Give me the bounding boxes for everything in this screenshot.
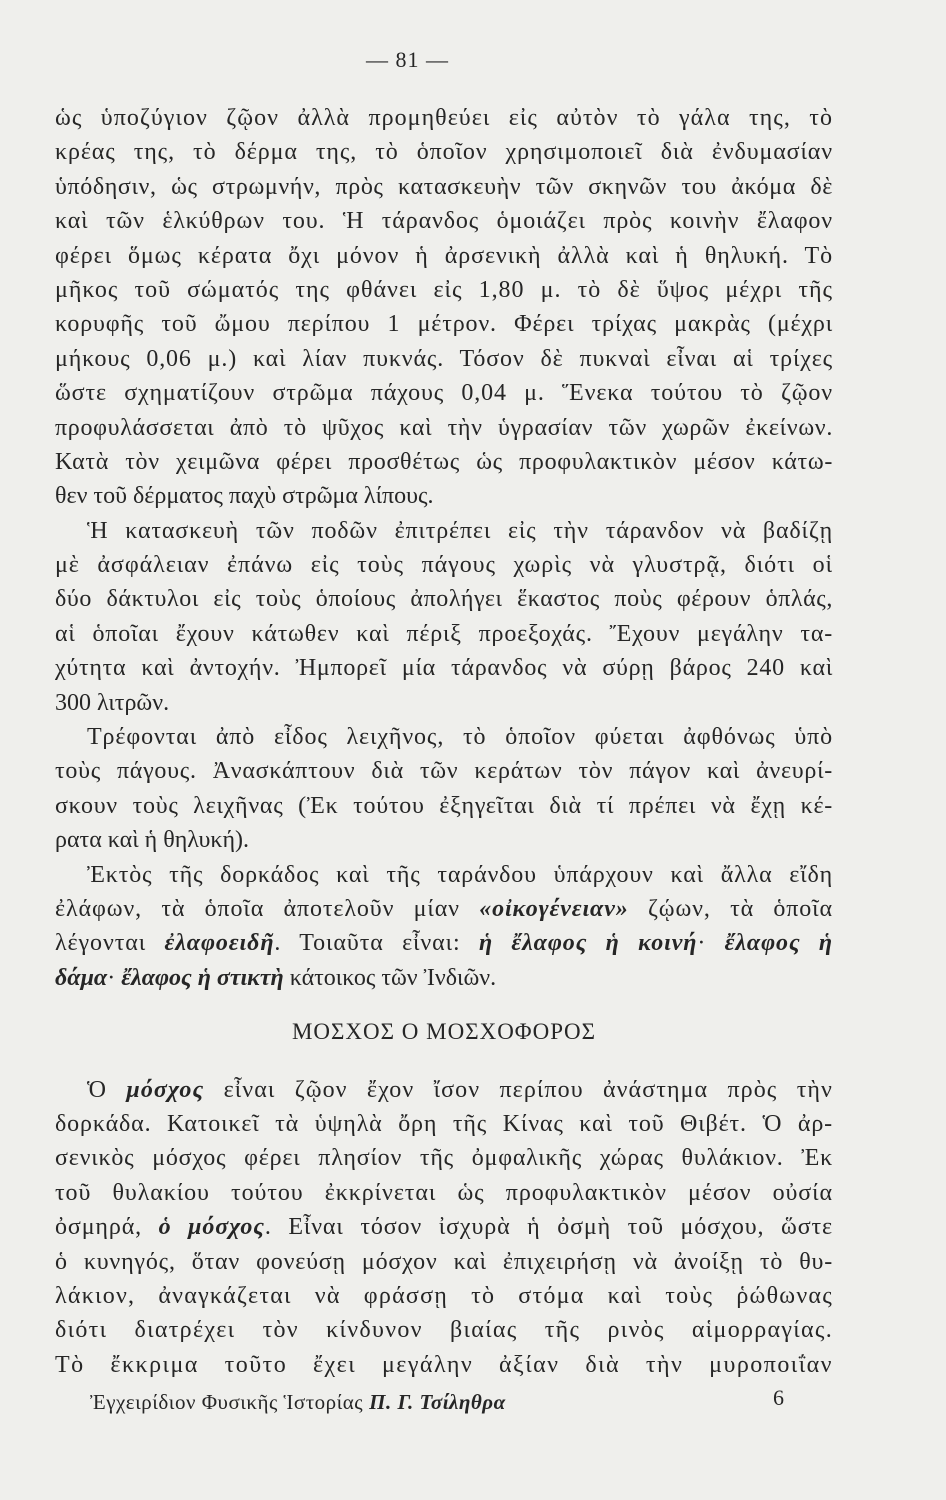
text-run: προφυλάσσεται ἀπὸ τὸ ψῦχος καὶ τὴν ὑγρασίαν τῶν χωρῶν ἐκείνων.	[55, 414, 833, 441]
text-line	[55, 514, 833, 548]
text-line	[55, 307, 833, 341]
text-run: θεν τοῦ δέρματος παχὺ στρῶμα λίπους.	[55, 483, 434, 510]
text-line	[55, 101, 833, 135]
text-line	[55, 1141, 833, 1175]
emphasized-term: ὁ μόσχος	[158, 1214, 265, 1241]
footer	[90, 1385, 810, 1415]
paragraph	[55, 514, 833, 720]
paragraph	[55, 1073, 833, 1383]
text-line	[55, 926, 833, 960]
main-text	[55, 101, 833, 995]
signature-mark: 6	[773, 1385, 784, 1410]
text-run: κρέας της, τὸ δέρμα της, τὸ ὁποῖον χρησιμοποιεῖ διὰ ἐνδυμασίαν	[55, 139, 833, 166]
text-line	[55, 617, 833, 651]
text-run: κορυφῆς τοῦ ὤμου περίπου 1 μέτρον. Φέρει τρίχας μακρὰς (μέχρι	[55, 311, 833, 338]
text-run: τοῦ θυλακίου τούτου ἐκκρίνεται ὡς προφυλακτικὸν μέσον οὐσία	[55, 1179, 833, 1206]
text-line	[55, 342, 833, 376]
text-line	[55, 445, 833, 479]
text-line	[55, 651, 833, 685]
text-run: Τρέφονται ἀπὸ εἶδος λειχῆνος, τὸ ὁποῖον φύεται ἀφθόνως ὑπὸ	[87, 724, 833, 751]
text-line	[55, 720, 833, 754]
text-run: δορκάδα. Κατοικεῖ τὰ ὑψηλὰ ὄρη τῆς Κίνας καὶ τοῦ Θιβέτ. Ὁ ἀρ-	[55, 1110, 833, 1137]
text-run: Κατὰ τὸν χειμῶνα φέρει προσθέτως ὡς προφυλακτικὸν μέσον κάτω-	[55, 448, 833, 475]
text-line	[55, 1210, 833, 1244]
text-line	[55, 1279, 833, 1313]
text-run: Ἡ κατασκευὴ τῶν ποδῶν ἐπιτρέπει εἰς τὴν τάρανδον νὰ βαδίζῃ	[87, 517, 833, 544]
text-line	[55, 1245, 833, 1279]
text-run: ζῴων, τὰ ὁποῖα	[628, 895, 833, 922]
text-line	[55, 892, 833, 926]
text-run: ·	[107, 964, 122, 991]
text-line	[55, 479, 833, 513]
text-line	[55, 273, 833, 307]
text-run: 300 λιτρῶν.	[55, 689, 170, 716]
paragraph	[55, 720, 833, 858]
emphasized-term: δάμα	[55, 964, 108, 991]
text-run: εἶναι ζῷον ἔχον ἴσον περίπου ἀνάστημα πρὸς τὴν	[204, 1076, 833, 1103]
text-line	[55, 548, 833, 582]
text-run: ὀσμηρά,	[55, 1214, 159, 1241]
text-run: Ὁ	[87, 1076, 127, 1103]
text-line	[55, 858, 833, 892]
text-line	[55, 135, 833, 169]
emphasized-term: ἔλαφος ἡ	[724, 930, 833, 957]
paragraph	[55, 101, 833, 514]
paragraph	[55, 858, 833, 996]
emphasized-term: ἔλαφος ἡ στικτὴ	[121, 964, 284, 991]
text-line	[55, 1176, 833, 1210]
text-line	[55, 1107, 833, 1141]
text-run: μὲ ἀσφάλειαν ἐπάνω εἰς τοὺς πάγους χωρὶς νὰ γλυστρᾷ, διότι οἱ	[55, 552, 833, 579]
text-run: . Τοιαῦτα εἶναι:	[274, 930, 479, 957]
text-line	[55, 582, 833, 616]
text-run: φέρει ὅμως κέρατα ὄχι μόνον ἡ ἀρσενικὴ ἀλλὰ καὶ ἡ θηλυκή. Τὸ	[55, 242, 833, 269]
text-run: ὥστε σχηματίζουν στρῶμα πάχους 0,04 μ. Ἕνεκα τούτου τὸ ζῷον	[55, 380, 833, 407]
text-line	[55, 204, 833, 238]
text-run: αἱ ὁποῖαι ἔχουν κάτωθεν καὶ πέριξ προεξοχάς. Ἔχουν μεγάλην τα-	[55, 620, 833, 647]
text-run: ἐλάφων, τὰ ὁποῖα ἀποτελοῦν μίαν	[55, 895, 480, 922]
text-run: Ἐκτὸς τῆς δορκάδος καὶ τῆς ταράνδου ὑπάρχουν καὶ ἄλλα εἴδη	[87, 861, 833, 888]
text-run: ρατα καὶ ἡ θηλυκή).	[55, 827, 250, 854]
text-run: τοὺς πάγους. Ἀνασκάπτουν διὰ τῶν κεράτων τὸν πάγον καὶ ἀνευρί-	[55, 758, 833, 785]
text-run: καὶ τῶν ἑλκύθρων του. Ἡ τάρανδος ὁμοιάζει πρὸς κοινὴν ἔλαφον	[55, 208, 833, 235]
text-run: ὑπόδησιν, ὡς στρωμνήν, πρὸς κατασκευὴν τῶν σκηνῶν του ἀκόμα δὲ	[55, 173, 833, 200]
text-line	[55, 170, 833, 204]
text-run: Τὸ ἔκκριμα τοῦτο ἔχει μεγάλην ἀξίαν διὰ τὴν μυροποιΐαν	[55, 1351, 833, 1378]
text-run: κάτοικος τῶν Ἰνδιῶν.	[283, 964, 497, 991]
text-run: δύο δάκτυλοι εἰς τοὺς ὁποίους ἀπολήγει ἕκαστος ποὺς φέρουν ὁπλάς,	[55, 586, 833, 613]
text-run: σενικὸς μόσχος φέρει πλησίον τῆς ὀμφαλικῆς χώρας θυλάκιον. Ἐκ	[55, 1145, 833, 1172]
text-line	[55, 1313, 833, 1347]
text-run: μήκους 0,06 μ.) καὶ λίαν πυκνάς. Τόσον δὲ πυκναὶ εἶναι αἱ τρίχες	[55, 345, 833, 372]
emphasized-term: ἐλαφοειδῆ	[164, 930, 275, 957]
text-line	[55, 961, 833, 995]
text-run: . Εἶναι τόσον ἰσχυρὰ ἡ ὀσμὴ τοῦ μόσχου, ὥστε	[264, 1214, 833, 1241]
text-line	[55, 686, 833, 720]
text-run: ὁ κυνηγός, ὅταν φονεύσῃ μόσχον καὶ ἐπιχειρήσῃ νὰ ἀνοίξῃ τὸ θυ-	[55, 1248, 833, 1275]
text-line	[55, 1348, 833, 1382]
text-line	[55, 239, 833, 273]
text-line	[55, 411, 833, 445]
text-line	[55, 1073, 833, 1107]
text-run: διότι διατρέχει τὸν κίνδυνον βιαίας τῆς ρινὸς αἱμορραγίας.	[55, 1317, 833, 1344]
text-run: μῆκος τοῦ σώματός της φθάνει εἰς 1,80 μ. τὸ δὲ ὕψος μέχρι τῆς	[55, 276, 833, 303]
text-run: ·	[697, 930, 725, 957]
text-run: λέγονται	[55, 930, 165, 957]
page-number: — 81 —	[366, 47, 449, 72]
text-run: ὡς ὑποζύγιον ζῷον ἀλλὰ προμηθεύει εἰς αὐτὸν τὸ γάλα της, τὸ	[55, 105, 833, 131]
footer-author: Π. Γ. Τσίληθρα	[369, 1390, 506, 1414]
emphasized-term: «οἰκογένειαν»	[479, 895, 629, 922]
body-text	[55, 101, 833, 1382]
footer-book-title: Ἐγχειρίδιον Φυσικῆς Ἱστορίας	[90, 1390, 364, 1414]
text-line	[55, 789, 833, 823]
emphasized-term: ἡ ἔλαφος ἡ κοινή	[478, 930, 698, 957]
text-line	[55, 754, 833, 788]
section-heading: ΜΟΣΧΟΣ Ο ΜΟΣΧΟΦΟΡΟΣ	[291, 1019, 597, 1045]
section-text	[55, 1073, 833, 1383]
text-run: λάκιον, ἀναγκάζεται νὰ φράσσῃ τὸ στόμα καὶ τοὺς ῥώθωνας	[55, 1282, 833, 1309]
text-run: σκουν τοὺς λειχῆνας (Ἐκ τούτου ἐξηγεῖται διὰ τί πρέπει νὰ ἔχῃ κέ-	[55, 792, 833, 819]
emphasized-term: μόσχος	[126, 1076, 205, 1103]
text-line	[55, 376, 833, 410]
text-line	[55, 823, 833, 857]
text-run: χύτητα καὶ ἀντοχήν. Ἠμπορεῖ μία τάρανδος νὰ σύρῃ βάρος 240 καὶ	[55, 655, 833, 682]
